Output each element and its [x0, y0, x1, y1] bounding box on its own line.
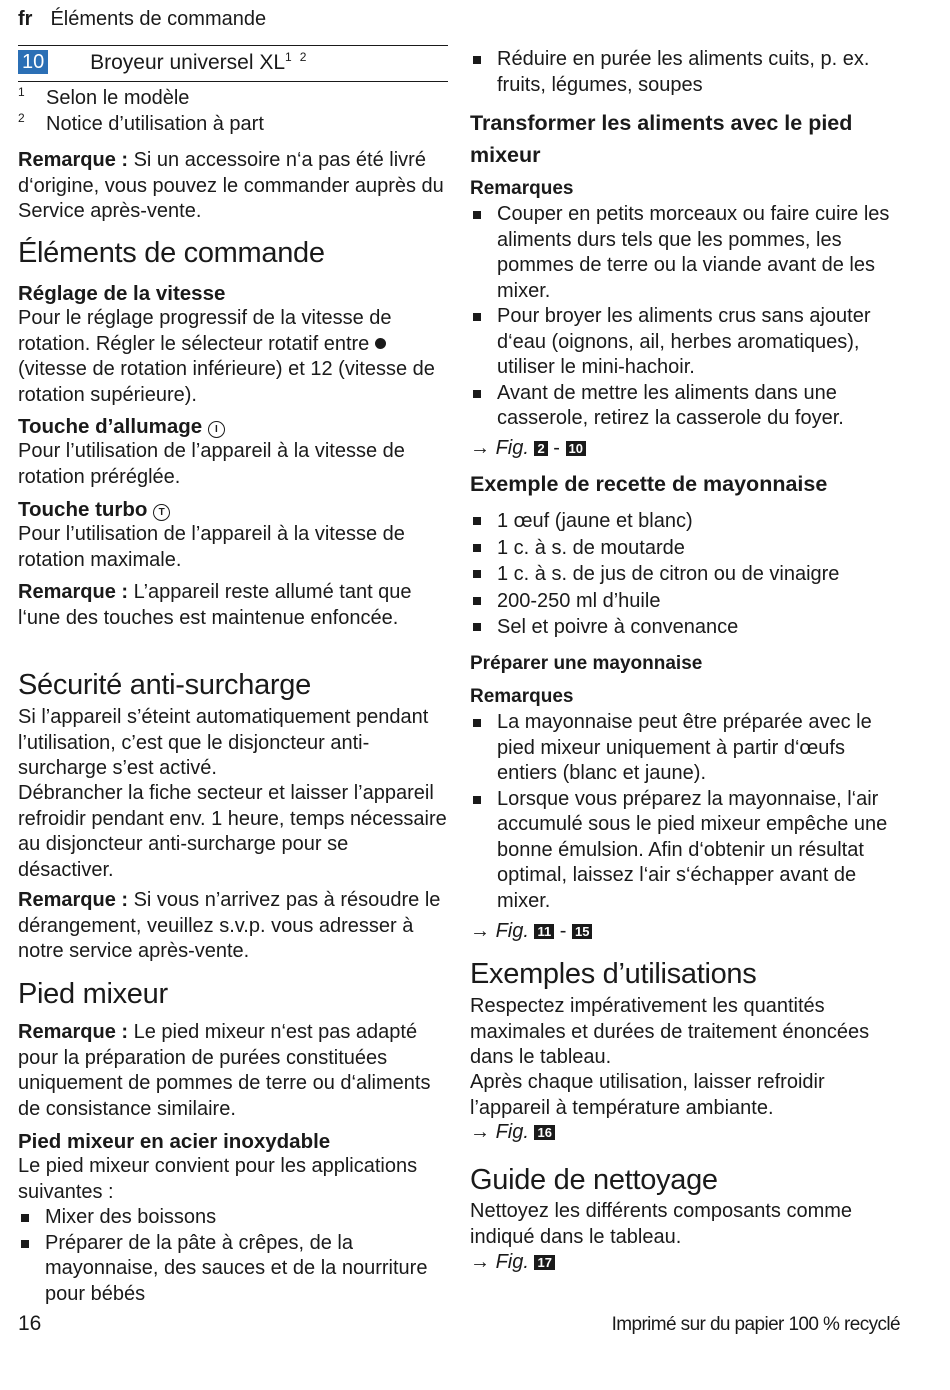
- section-title-examples: Exemples d’utilisations: [470, 958, 757, 990]
- list-item: La mayonnaise peut être préparée avec le pied mixeur uniquement à partir d‘œufs entiers (blanc et jaune).: [470, 710, 902, 787]
- footnote-ref-2: 2: [299, 50, 307, 64]
- fig-ref-17: → Fig. 17: [470, 1250, 902, 1276]
- header-title: Éléments de commande: [50, 8, 267, 30]
- recycled-paper-note: Imprimé sur du papier 100 % recyclé: [611, 1314, 900, 1335]
- accessory-item-10: [18, 50, 448, 76]
- footnotes: [18, 86, 448, 137]
- divider-bottom: [18, 81, 448, 82]
- divider-top: [18, 45, 448, 46]
- list-item: Préparer de la pâte à crêpes, de la mayonnaise, des sauces et de la nourriture pour bébés: [18, 1231, 448, 1308]
- list-item: Réduire en purée les aliments cuits, p. ex. fruits, légumes, soupes: [470, 47, 902, 98]
- list-item: Pour broyer les aliments crus sans ajouter d‘eau (oignons, ail, herbes aromatiques), utiliser le mini-hachoir.: [470, 304, 902, 381]
- item-label: Broyeur universel XL: [90, 51, 286, 74]
- footnote-2: $^2$ Notice d’utilisation à part: [18, 110, 264, 135]
- steel-title: Pied mixeur en acier inoxydable: [18, 1130, 331, 1153]
- item-number-badge: 10: [18, 50, 48, 74]
- list-item: 1 c. à s. de moutarde: [470, 535, 902, 562]
- examples-text-1: Respectez impérativement les quantités maximales et durées de traitement énoncées dans le tableau.: [470, 995, 870, 1068]
- note-accessory: Remarque : Si un accessoire n‘a pas été livré d‘origine, vous pouvez le commander auprès du Service après-vente.: [18, 149, 444, 222]
- section-title-cleaning: Guide de nettoyage: [470, 1164, 718, 1196]
- list-item: 1 œuf (jaune et blanc): [470, 508, 902, 535]
- section-title-blender: Pied mixeur: [18, 978, 168, 1010]
- section-title-controls: Éléments de commande: [18, 237, 325, 269]
- mayo-ingredients-list: [470, 508, 902, 641]
- list-item: Couper en petits morceaux ou faire cuire les aliments durs tels que les pommes, les pommes de terre ou la viande avant de les mixer.: [470, 202, 902, 304]
- mayo-title: Exemple de recette de mayonnaise: [470, 472, 828, 496]
- section-title-overload: Sécurité anti-surcharge: [18, 669, 311, 701]
- footnote-1: $^1$ Selon le modèle: [18, 85, 190, 109]
- min-speed-dot-icon: [375, 338, 386, 349]
- list-item: 200-250 ml d’huile: [470, 588, 902, 615]
- turbo-button-icon: T: [153, 504, 170, 521]
- list-item: Avant de mettre les aliments dans une casserole, retirez la casserole du foyer.: [470, 381, 902, 432]
- process-remarks-label: Remarques: [470, 178, 574, 199]
- turbo-text: Pour l’utilisation de l’appareil à la vitesse de rotation maximale.: [18, 523, 405, 571]
- power-text: Pour l’utilisation de l’appareil à la vitesse de rotation préréglée.: [18, 440, 405, 488]
- list-item: 1 c. à s. de jus de citron ou de vinaigre: [470, 561, 902, 588]
- fig-badge: 2: [534, 441, 547, 456]
- power-title: Touche d’allumage I: [18, 414, 448, 440]
- note-blender: Remarque : Le pied mixeur n‘est pas adapté pour la préparation de purées constituées uniquement de pommes de terre ou d‘aliments de consistance similaire.: [18, 1021, 431, 1120]
- fig-ref-2-10: → Fig. 2 - 10: [470, 436, 902, 462]
- examples-text-2: Après chaque utilisation, laisser refroidir l’appareil à température ambiante.: [470, 1071, 825, 1119]
- cleaning-text: Nettoyez les différents composants comme indiqué dans le tableau.: [470, 1200, 853, 1248]
- speed-text: Pour le réglage progressif de la vitesse de rotation. Régler le sélecteur rotatif entre (vitesse de rotation inférieure) et 12 (vitesse de rotation supérieure).: [18, 307, 435, 406]
- top-list: [470, 47, 902, 98]
- fig-badge: 16: [534, 1125, 554, 1140]
- process-title: Transformer les aliments avec le pied mixeur: [470, 111, 853, 167]
- note-buttons: Remarque : L’appareil reste allumé tant que l‘une des touches est maintenue enfoncée.: [18, 581, 412, 629]
- fig-ref-16: → Fig. 16: [470, 1120, 902, 1146]
- overload-text-2: Débrancher la fiche secteur et laisser l’appareil refroidir pendant env. 1 heure, temps nécessaire au disjoncteur anti-surcharge pour se désactiver.: [18, 782, 447, 881]
- language-code: fr: [18, 8, 33, 30]
- list-item: Sel et poivre à convenance: [470, 614, 902, 641]
- fig-badge: 10: [566, 441, 586, 456]
- list-item: Lorsque vous préparez la mayonnaise, l‘air accumulé sous le pied mixeur empêche une bonne émulsion. Afin d‘obtenir un résultat optimal, laissez l‘air s‘échapper avant de mixer.: [470, 787, 902, 915]
- fig-badge: 17: [534, 1255, 554, 1270]
- steel-text: Le pied mixeur convient pour les applications suivantes :: [18, 1155, 418, 1203]
- process-list: [470, 202, 902, 432]
- note-overload: Remarque : Si vous n’arrivez pas à résoudre le dérangement, veuillez s.v.p. vous adresser à notre service après-vente.: [18, 889, 441, 962]
- prep-remarks-label: Remarques: [470, 686, 574, 707]
- prep-list: [470, 710, 902, 914]
- fig-badge: 15: [572, 924, 592, 939]
- power-button-icon: I: [208, 421, 225, 438]
- overload-text-1: Si l’appareil s’éteint automatiquement pendant l’utilisation, c’est que le disjoncteur anti-surcharge s’est activé.: [18, 706, 429, 779]
- page-header: [18, 7, 266, 33]
- turbo-title: Touche turbo T: [18, 497, 448, 523]
- steel-list: [18, 1205, 448, 1307]
- page-number: 16: [18, 1312, 42, 1335]
- fig-badge: 11: [534, 924, 554, 939]
- speed-title: Réglage de la vitesse: [18, 282, 226, 305]
- prep-title: Préparer une mayonnaise: [470, 653, 703, 674]
- fig-ref-11-15: → Fig. 11 - 15: [470, 919, 902, 945]
- footnote-ref-1: 1: [285, 50, 292, 64]
- list-item: Mixer des boissons: [18, 1205, 448, 1231]
